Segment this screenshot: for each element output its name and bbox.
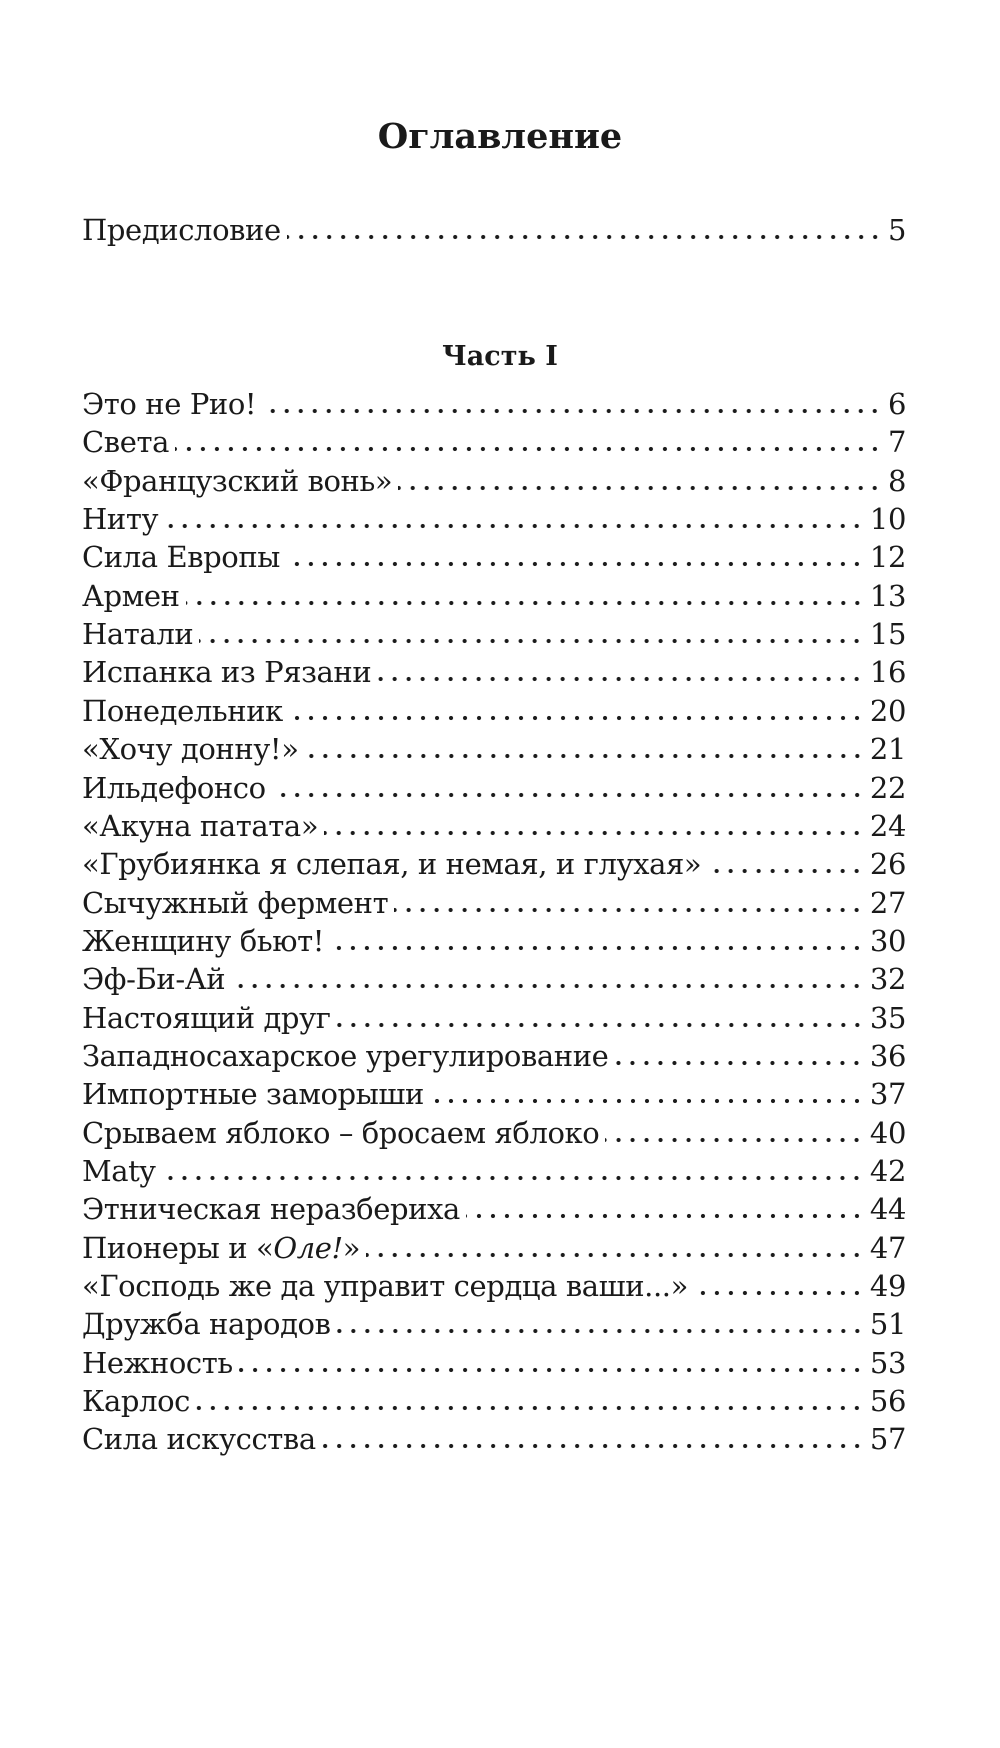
toc-entry-page: 49 bbox=[869, 1269, 906, 1304]
toc-entry-page: 12 bbox=[869, 540, 906, 575]
toc-entry-page: 26 bbox=[869, 847, 906, 882]
toc-entry-title: Импортные заморыши bbox=[82, 1077, 424, 1112]
part-title: Часть I bbox=[442, 341, 558, 372]
toc-entry-title: Ильдефонсо bbox=[82, 770, 266, 805]
toc-entry-page: 47 bbox=[869, 1230, 906, 1265]
dot-leader bbox=[175, 446, 882, 452]
toc-entry-page: 32 bbox=[869, 962, 906, 997]
toc-entry-page: 24 bbox=[869, 808, 906, 843]
toc-entry-title: Нежность bbox=[82, 1345, 233, 1380]
toc-entry-page: 8 bbox=[887, 463, 906, 498]
dot-leader bbox=[377, 676, 864, 682]
dot-leader bbox=[186, 600, 864, 606]
toc-entry-title: «Господь же да управит сердца ваши...» bbox=[82, 1269, 688, 1304]
toc-entry-title: Понедельник bbox=[82, 693, 283, 728]
toc-entry-title: Предисловие bbox=[82, 213, 281, 247]
toc-entry-page: 42 bbox=[869, 1154, 906, 1188]
toc-entry-title: Maty bbox=[82, 1154, 156, 1188]
toc-entry-page: 27 bbox=[869, 885, 906, 920]
toc-entry-page: 15 bbox=[869, 617, 906, 652]
toc-entry-page: 13 bbox=[869, 578, 906, 613]
toc-entry-title: Испанка из Рязани bbox=[82, 655, 372, 690]
toc-entry-title: Эф-Би-Ай bbox=[82, 962, 226, 997]
toc-entry-title: Карлос bbox=[82, 1384, 191, 1419]
dot-leader bbox=[164, 523, 864, 529]
dot-leader bbox=[330, 945, 864, 951]
dot-leader bbox=[398, 485, 882, 491]
toc-entry-title: Сычужный фермент bbox=[82, 885, 389, 920]
toc-entry-title: «Французский вонь» bbox=[82, 463, 393, 498]
toc-entry-page: 53 bbox=[869, 1345, 906, 1380]
toc-entry-title: Сила искусства bbox=[82, 1422, 316, 1457]
toc-entry-title: Армен bbox=[82, 578, 180, 613]
toc-entry-preface bbox=[82, 208, 906, 252]
dot-leader bbox=[287, 234, 882, 240]
toc-entry-page: 57 bbox=[869, 1422, 906, 1457]
dot-leader bbox=[161, 1175, 863, 1181]
toc-entry-page: 6 bbox=[887, 387, 906, 421]
toc-entry-title: Натали bbox=[82, 617, 194, 652]
toc-entry-page: 51 bbox=[869, 1307, 906, 1342]
toc-entry-title: Женщину бьют! bbox=[82, 923, 324, 958]
dot-leader bbox=[430, 1098, 864, 1104]
toc-entry-page: 37 bbox=[869, 1077, 906, 1112]
dot-leader bbox=[694, 1290, 864, 1296]
dot-leader bbox=[322, 1443, 864, 1449]
toc-entry-title-suffix: » bbox=[342, 1230, 361, 1265]
toc-entry-page: 44 bbox=[869, 1192, 906, 1227]
toc-entry-title: Настоящий друг bbox=[82, 1000, 331, 1035]
toc-entry-page: 22 bbox=[869, 770, 906, 805]
dot-leader bbox=[337, 1328, 864, 1334]
toc-entry-page: 56 bbox=[869, 1384, 906, 1419]
dot-leader bbox=[366, 1252, 864, 1258]
toc-entry-title: Ниту bbox=[82, 502, 159, 537]
dot-leader bbox=[262, 408, 882, 414]
toc-entry-title: Дружба народов bbox=[82, 1307, 331, 1342]
toc-entry-page: 21 bbox=[869, 732, 906, 767]
dot-leader bbox=[199, 638, 864, 644]
dot-leader bbox=[394, 907, 864, 913]
dot-leader bbox=[231, 983, 864, 989]
toc-entry-title: «Грубиянка я слепая, и немая, и глухая» bbox=[82, 847, 702, 882]
toc-entry-title: Западносахарское урегулирование bbox=[82, 1038, 609, 1073]
toc-entry-page: 7 bbox=[887, 425, 906, 460]
dot-leader bbox=[286, 561, 864, 567]
toc-entry-title: Срываем яблоко – бросаем яблоко bbox=[82, 1115, 600, 1150]
toc-entry-title: Этническая неразбериха bbox=[82, 1192, 460, 1227]
toc-entry bbox=[82, 1417, 906, 1461]
dot-leader bbox=[239, 1367, 864, 1373]
dot-leader bbox=[605, 1137, 864, 1143]
dot-leader bbox=[272, 792, 864, 798]
dot-leader bbox=[614, 1060, 863, 1066]
dot-leader bbox=[337, 1022, 864, 1028]
dot-leader bbox=[466, 1213, 864, 1219]
toc-entry-title: Пионеры и «Оле!» bbox=[82, 1230, 361, 1265]
toc-entry-title: Сила Европы bbox=[82, 540, 280, 575]
toc-entry-title: «Хочу донну!» bbox=[82, 732, 299, 767]
dot-leader bbox=[305, 753, 864, 759]
toc-entry-page: 40 bbox=[869, 1115, 906, 1150]
dot-leader bbox=[324, 830, 864, 836]
toc-entry-page: 10 bbox=[869, 502, 906, 537]
dot-leader bbox=[289, 715, 864, 721]
toc-entry-page: 35 bbox=[869, 1000, 906, 1035]
toc-entry-title-italic: Оле! bbox=[273, 1230, 343, 1265]
dot-leader bbox=[707, 868, 864, 874]
toc-entry-title: Это не Рио! bbox=[82, 387, 257, 421]
toc-entry-title: Света bbox=[82, 425, 170, 460]
toc-entry-page: 16 bbox=[869, 655, 906, 690]
toc-entry-page: 36 bbox=[869, 1038, 906, 1073]
toc-entry-title: «Акуна патата» bbox=[82, 808, 319, 843]
toc-entry-page: 5 bbox=[887, 213, 906, 247]
page-title: Оглавление bbox=[377, 116, 623, 157]
toc-entry-page: 20 bbox=[869, 693, 906, 728]
toc-entry-page: 30 bbox=[869, 923, 906, 958]
dot-leader bbox=[196, 1405, 864, 1411]
